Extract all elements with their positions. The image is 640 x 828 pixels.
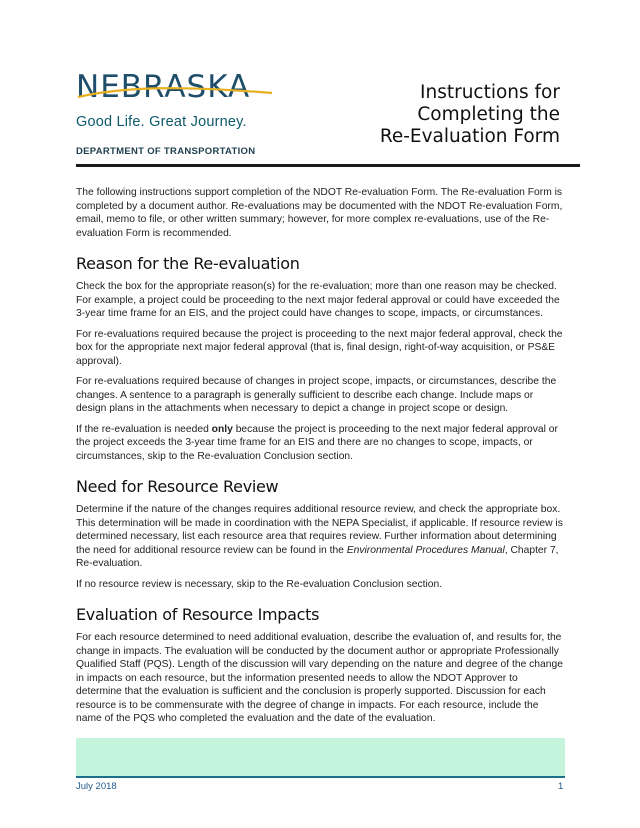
logo-swoosh-icon: [76, 84, 276, 100]
manual-title: Environmental Procedures Manual: [346, 544, 505, 556]
header-divider: [76, 164, 580, 167]
logo-tagline: Good Life. Great Journey.: [76, 114, 247, 130]
need-p1-start: Determine if the nature of the changes requires additional resource review, and check the appropriate box. This determination will be made in coordination with the NEPA Specialist, if applicable. If resource review is determined necessary, list each resource area that requires review. Further information about determining the need for additional resource review can be found in the: [76, 504, 563, 556]
reason-paragraph-2: For re-evaluations required because the project is proceeding to the next major federal approval, check the box for the appropriate next major federal approval (that is, final design, right-of-way acquisition, or PS&E approval).: [76, 328, 563, 367]
title-line-2: Completing the: [417, 104, 560, 125]
section-heading-reason: Reason for the Re-evaluation: [76, 254, 300, 273]
highlight-band: [76, 738, 565, 776]
document-body: [76, 186, 566, 733]
logo-wordmark: [76, 70, 276, 104]
evaluation-paragraph-1: For each resource determined to need additional evaluation, describe the evaluation of, and results for, the change in impacts. The evaluation will be conducted by the document author or appropriate Professionally Qualified Staff (PQS). Length of the discussion will vary depending on the nature and degree of the change in impacts on each resource, but the information presented needs to allow the NDOT Approver to determine that the evaluation is sufficient and the conclusion is properly supported. Discussion for each resource is to be commensurate with the degree of change in impacts. For each resource, include the name of the PQS who completed the evaluation and the date of the evaluation.: [76, 632, 563, 724]
footer-divider: [76, 776, 565, 778]
department-name: DEPARTMENT OF TRANSPORTATION: [76, 146, 256, 157]
reason-p4-emphasis: only: [211, 423, 233, 435]
need-paragraph-2: If no resource review is necessary, skip to the Re-evaluation Conclusion section.: [76, 578, 443, 590]
page-number: 1: [558, 781, 564, 792]
reason-paragraph-3: For re-evaluations required because of changes in project scope, impacts, or circumstances, describe the changes. A sentence to a paragraph is generally sufficient to describe each change. Include maps or design plans in the attachments when necessary to depict a change in project scope or design.: [76, 376, 557, 414]
need-paragraph-1: [76, 503, 566, 571]
footer-date: July 2018: [76, 781, 117, 792]
section-heading-need: Need for Resource Review: [76, 477, 279, 496]
section-heading-evaluation: Evaluation of Resource Impacts: [76, 605, 320, 624]
reason-p4-start: If the re-evaluation is needed: [76, 423, 212, 435]
intro-paragraph: The following instructions support completion of the NDOT Re-evaluation Form. The Re-evaluation Form is completed by a document author. Re-evaluations may be documented with the NDOT Re-evaluation Form, email, memo to file, or other written summary; however, for more complex re-evaluations, use of the Re-evaluation Form is recommended.: [76, 187, 563, 239]
reason-p4-end: because the project is proceeding to the next major federal approval or the project exceeds the 3-year time frame for an EIS and there are no changes to scope, impacts, or circumstances, skip to the Re-evaluation Conclusion section.: [76, 423, 558, 462]
reason-paragraph-4: [76, 423, 566, 464]
document-title: [380, 82, 560, 148]
reason-paragraph-1: Check the box for the appropriate reason(s) for the re-evaluation; more than one reason may be checked. For example, a project could be proceeding to the next major federal approval or could have exceeded the 3-year time frame for an EIS, and the project could have changes to scope, impacts, or circumstances.: [76, 281, 560, 319]
title-line-1: Instructions for: [420, 82, 560, 103]
need-p1-end: , Chapter 7, Re-evaluation.: [76, 544, 559, 569]
title-line-3: Re-Evaluation Form: [379, 126, 560, 147]
ndot-logo: [76, 70, 276, 157]
logo-word-text: NEBRASKA: [76, 69, 251, 105]
